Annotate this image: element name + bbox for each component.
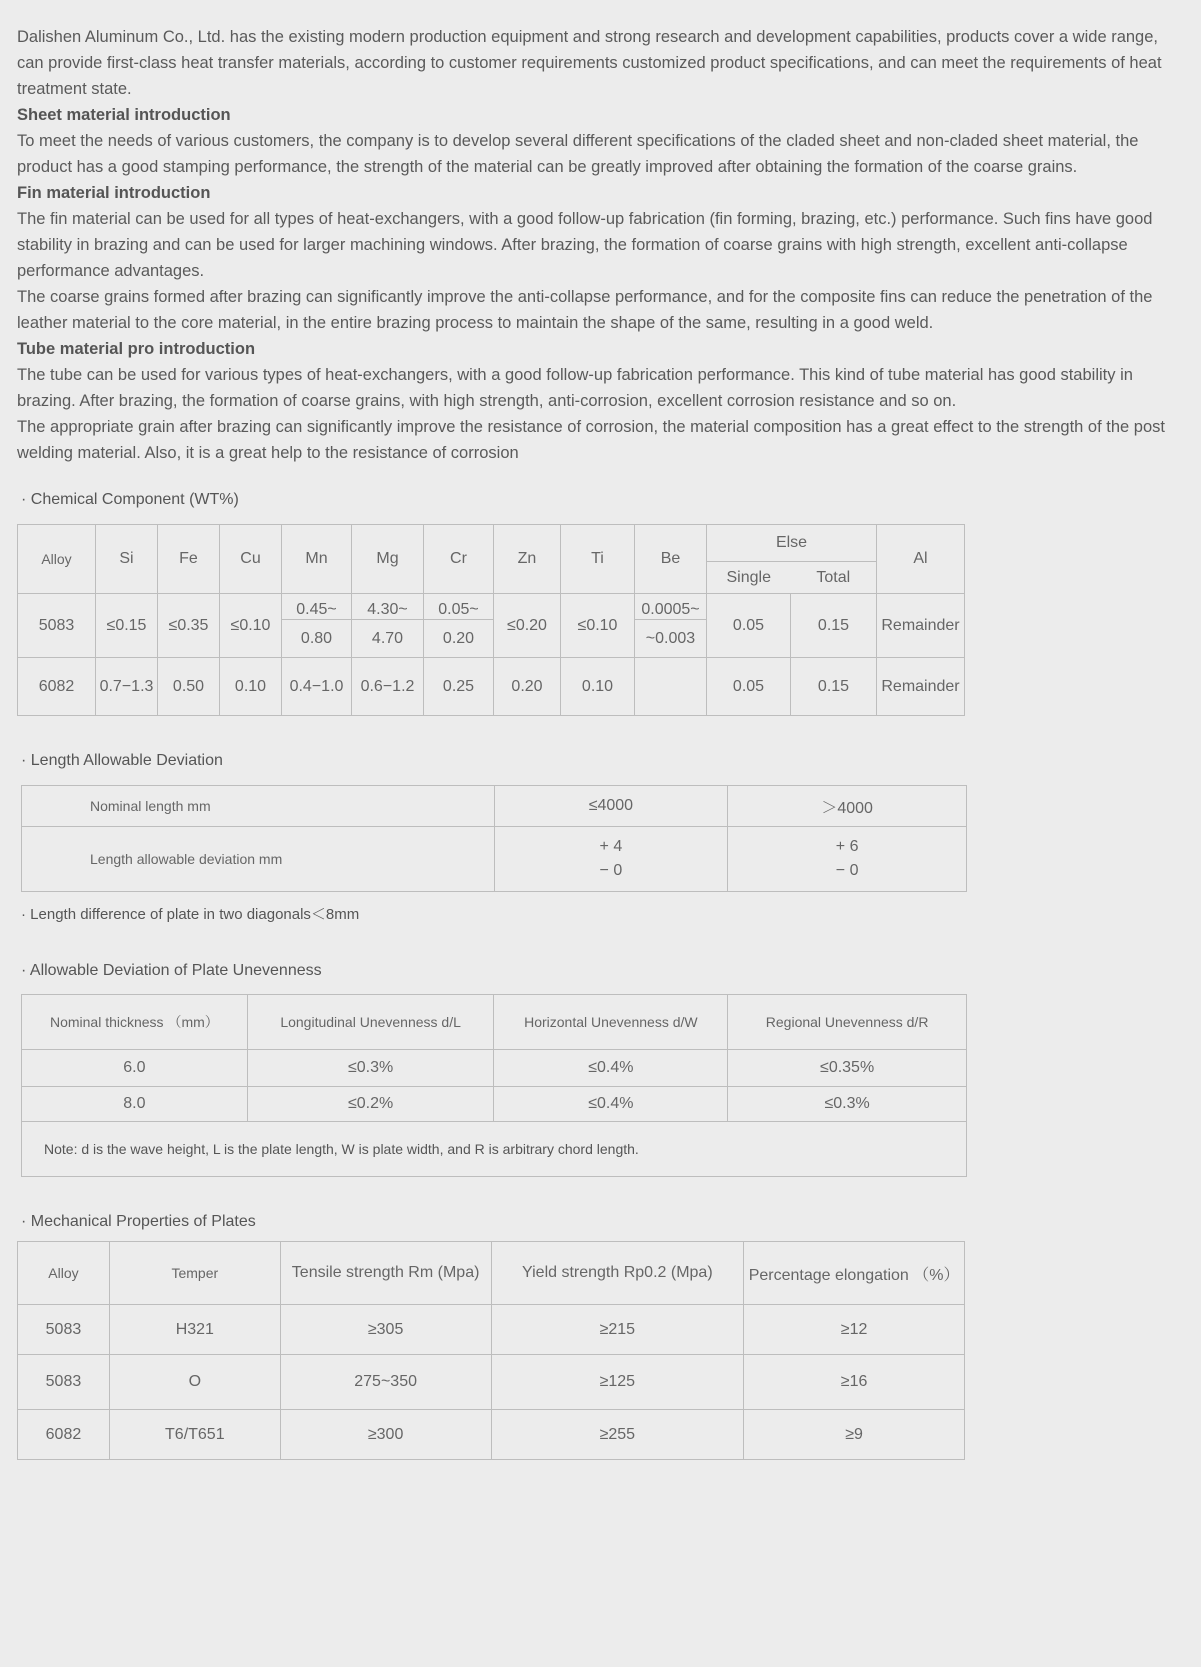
uneven-note: Note: d is the wave height, L is the plate length, W is plate width, and R is arbitrary chord length. (22, 1122, 967, 1177)
chem-6082-mg: 0.6−1.2 (352, 658, 424, 716)
chem-6082-si: 0.7−1.3 (96, 658, 158, 716)
chem-5083-fe: ≤0.35 (158, 594, 220, 658)
chem-header-fe: Fe (158, 525, 220, 594)
length-dev-a-plus: + 4 (599, 838, 623, 855)
chem-6082-ti: 0.10 (561, 658, 635, 716)
uneven-row-horizontal: ≤0.4% (494, 1087, 728, 1122)
mech-cell-yield: ≥255 (491, 1410, 744, 1460)
chem-6082-be (635, 658, 707, 716)
mech-table (17, 1241, 965, 1460)
chem-6082-al: Remainder (877, 658, 965, 716)
chem-header-cr: Cr (424, 525, 494, 594)
length-nominal-label: Nominal length mm (22, 786, 495, 827)
chem-5083-zn: ≤0.20 (494, 594, 561, 658)
chem-5083-mn-a: 0.45~ (282, 594, 352, 620)
uneven-header-longitudinal: Longitudinal Unevenness d/L (247, 995, 494, 1050)
sheet-heading: Sheet material introduction (17, 106, 231, 124)
tube-paragraph-1: The tube can be used for various types of heat-exchangers, with a good follow-up fabrication performance. This kind of tube material has good stability in brazing. After brazing, the formation of coarse grains, with high strength, anti-corrosion, excellent corrosion resistance and so on. (17, 366, 1133, 410)
uneven-table (21, 994, 967, 1177)
chem-header-mn: Mn (282, 525, 352, 594)
length-dev-b-plus: + 6 (835, 838, 859, 855)
mech-cell-elongation: ≥9 (744, 1410, 965, 1460)
uneven-row-horizontal: ≤0.4% (494, 1050, 728, 1087)
length-deviation-label: Length allowable deviation mm (22, 827, 495, 892)
length-col-le4000: ≤4000 (494, 786, 728, 827)
chem-header-mg: Mg (352, 525, 424, 594)
chem-header-total: Total (816, 568, 851, 586)
length-dev-b-minus: − 0 (835, 862, 859, 879)
uneven-title: · Allowable Deviation of Plate Unevenness (21, 962, 322, 979)
chem-table (17, 524, 965, 716)
chem-header-be: Be (635, 525, 707, 594)
mech-cell-tensile: 275~350 (280, 1355, 491, 1410)
sheet-paragraph: To meet the needs of various customers, the company is to develop several different specifications of the claded sheet and non-claded sheet material, the product has a good stamping performance, the strength of the material can be greatly improved after obtaining the formation of the coarse grains. (17, 132, 1139, 176)
mech-cell-alloy: 5083 (18, 1355, 110, 1410)
mech-cell-elongation: ≥12 (744, 1305, 965, 1355)
uneven-header-horizontal: Horizontal Unevenness d/W (494, 995, 728, 1050)
chem-6082-single: 0.05 (707, 658, 791, 716)
chem-6082-mn: 0.4−1.0 (282, 658, 352, 716)
mech-header-alloy: Alloy (18, 1242, 110, 1305)
mech-header-temper: Temper (109, 1242, 280, 1305)
length-col-gt4000: ＞4000 (728, 786, 967, 827)
chem-header-ti: Ti (561, 525, 635, 594)
chem-5083-si: ≤0.15 (96, 594, 158, 658)
chem-header-alloy: Alloy (18, 525, 96, 594)
tube-paragraph-2: The appropriate grain after brazing can significantly improve the resistance of corrosion, the material composition has a great effect to the strength of the post welding material. Also, it is a great help to the resistance of corrosion (17, 418, 1165, 462)
mech-cell-temper: T6/T651 (109, 1410, 280, 1460)
chem-6082-fe: 0.50 (158, 658, 220, 716)
length-table (21, 785, 967, 892)
chem-5083-cr-b: 0.20 (424, 620, 494, 658)
mech-cell-alloy: 6082 (18, 1410, 110, 1460)
chem-5083-alloy: 5083 (18, 594, 96, 658)
chem-title: · Chemical Component (WT%) (21, 491, 239, 508)
mech-cell-yield: ≥125 (491, 1355, 744, 1410)
intro-text (17, 24, 1187, 466)
uneven-row-regional: ≤0.35% (728, 1050, 967, 1087)
chem-header-zn: Zn (494, 525, 561, 594)
length-deviation-le4000 (494, 827, 728, 892)
mech-header-tensile: Tensile strength Rm (Mpa) (280, 1242, 491, 1305)
tube-heading: Tube material pro introduction (17, 340, 256, 358)
chem-5083-be-a: 0.0005~ (635, 594, 707, 620)
mech-cell-temper: O (109, 1355, 280, 1410)
mech-title: · Mechanical Properties of Plates (21, 1213, 256, 1230)
chem-6082-zn: 0.20 (494, 658, 561, 716)
length-dev-a-minus: − 0 (599, 862, 623, 879)
chem-header-cu: Cu (220, 525, 282, 594)
mech-cell-elongation: ≥16 (744, 1355, 965, 1410)
length-deviation-gt4000 (728, 827, 967, 892)
uneven-header-thickness: Nominal thickness （mm） (22, 995, 248, 1050)
chem-5083-mg-a: 4.30~ (352, 594, 424, 620)
chem-5083-mn-b: 0.80 (282, 620, 352, 658)
chem-6082-cu: 0.10 (220, 658, 282, 716)
mech-cell-alloy: 5083 (18, 1305, 110, 1355)
chem-header-single: Single (726, 568, 771, 586)
mech-header-yield: Yield strength Rp0.2 (Mpa) (491, 1242, 744, 1305)
chem-6082-alloy: 6082 (18, 658, 96, 716)
mech-cell-tensile: ≥305 (280, 1305, 491, 1355)
mech-cell-yield: ≥215 (491, 1305, 744, 1355)
mech-cell-tensile: ≥300 (280, 1410, 491, 1460)
uneven-row-longitudinal: ≤0.3% (247, 1050, 494, 1087)
fin-heading: Fin material introduction (17, 184, 211, 202)
uneven-row-thickness: 8.0 (22, 1087, 248, 1122)
chem-5083-single: 0.05 (707, 594, 791, 658)
chem-6082-total: 0.15 (791, 658, 877, 716)
fin-paragraph-1: The fin material can be used for all types of heat-exchangers, with a good follow-up fabrication (fin forming, brazing, etc.) performance. Such fins have good stability in brazing and can be used for larger machining windows. After brazing, the formation of coarse grains with high strength, excellent anti-collapse performance advantages. (17, 210, 1153, 280)
uneven-row-longitudinal: ≤0.2% (247, 1087, 494, 1122)
chem-5083-ti: ≤0.10 (561, 594, 635, 658)
fin-paragraph-2: The coarse grains formed after brazing can significantly improve the anti-collapse performance, and for the composite fins can reduce the penetration of the leather material to the core material, in the entire brazing process to maintain the shape of the same, resulting in a good weld. (17, 288, 1153, 332)
uneven-row-regional: ≤0.3% (728, 1087, 967, 1122)
uneven-row-thickness: 6.0 (22, 1050, 248, 1087)
chem-header-al: Al (877, 525, 965, 594)
chem-5083-al: Remainder (877, 594, 965, 658)
chem-5083-mg-b: 4.70 (352, 620, 424, 658)
diagonal-note: · Length difference of plate in two diagonals＜8mm (21, 906, 360, 923)
intro-paragraph: Dalishen Aluminum Co., Ltd. has the existing modern production equipment and strong research and development capabilities, products cover a wide range, can provide first-class heat transfer materials, according to customer requirements customized product specifications, and can meet the requirements of heat treatment state. (17, 28, 1162, 98)
uneven-header-regional: Regional Unevenness d/R (728, 995, 967, 1050)
mech-header-elongation: Percentage elongation （%） (744, 1242, 965, 1305)
length-title: · Length Allowable Deviation (21, 752, 223, 769)
chem-header-else: Else (707, 525, 877, 562)
chem-5083-be-b: ~0.003 (635, 620, 707, 658)
chem-5083-total: 0.15 (791, 594, 877, 658)
chem-5083-cu: ≤0.10 (220, 594, 282, 658)
mech-cell-temper: H321 (109, 1305, 280, 1355)
chem-6082-cr: 0.25 (424, 658, 494, 716)
chem-header-si: Si (96, 525, 158, 594)
chem-5083-cr-a: 0.05~ (424, 594, 494, 620)
